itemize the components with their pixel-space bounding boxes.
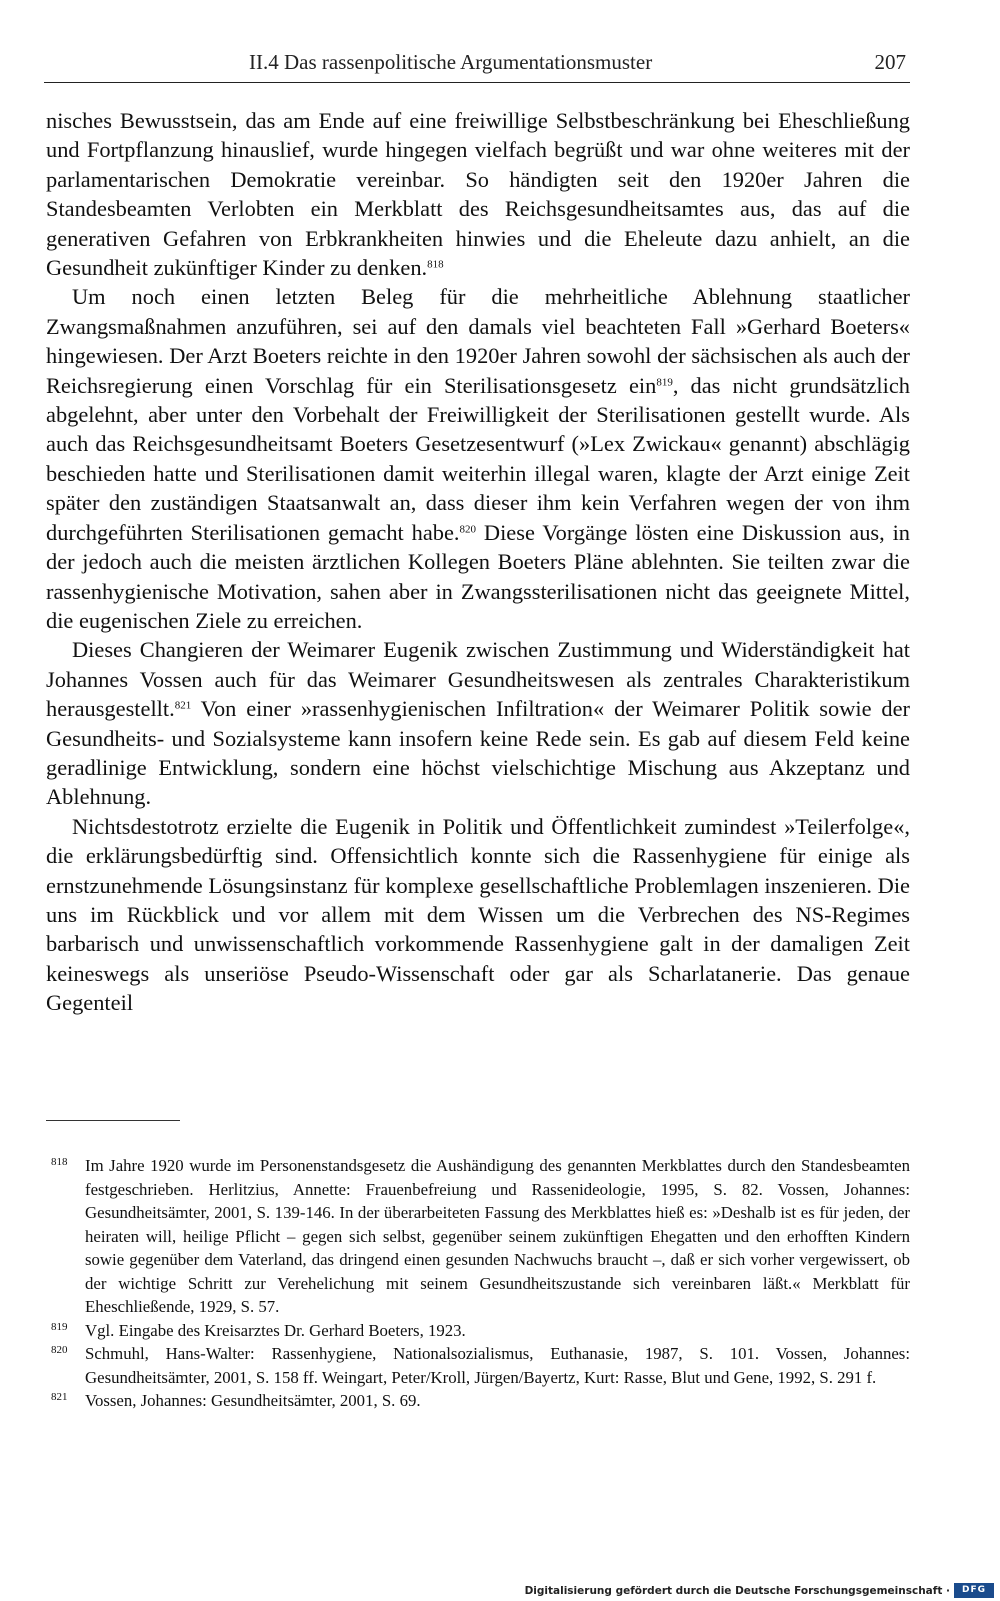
footnote-divider [46,1120,180,1121]
footnote-number: 819 [51,1320,68,1333]
paragraph: nisches Bewusstsein, das am Ende auf eine freiwillige Selbstbeschränkung bei Eheschließung und Fortpflanzung hinauslief, wurde hingegen vielfach begrüßt und war ohne weiteres mit der parlamentarischen Demokratie vereinbar. So händigten seit den 1920er Jahren die Standesbeamten Verlobten ein Merkblatt des Reichsgesundheitsamtes aus, das auf die generativen Gefahren von Erbkrankheiten hinwies und die Eheleute dazu anhielt, an die Gesundheit zukünftiger Kinder zu denken.$^{818}$ [46,108,910,281]
footnote [46,1342,910,1389]
footnote-number: 818 [51,1156,68,1168]
paragraph: Nichtsdestotrotz erzielte die Eugenik in Politik und Öffentlichkeit zumindest »Teilerfolge«, die erklärungsbedürftig sind. Offensichtlich konnte sich die Rassenhygiene für einige als ernstzunehmende Lösungsinstanz für komplexe gesellschaftliche Problemlagen inszenieren. Die uns im Rückblick und vor allem mit dem Wissen um die Verbrechen des NS-Regimes barbarisch und unwissenschaftlich vorkommende Rassenhygiene galt in der damaligen Zeit keineswegs als unseriöse Pseudo-Wissenschaft oder gar als Scharlatanerie. Das genaue Gegenteil [46,813,910,1016]
footnote-number: 821 [51,1391,68,1403]
footnote-text: Vgl. Eingabe des Kreisarztes Dr. Gerhard Boeters, 1923. [85,1320,466,1340]
footnote-text: Schmuhl, Hans-Walter: Rassenhygiene, Nationalsozialismus, Euthanasie, 1987, S. 101. Vossen, Johannes: Gesundheitsämter, 2001, S. 158 ff. Weingart, Peter/Kroll, Jürgen/Bayertz, Kurt: Rasse, Blut und Gene, 1992, S. 291 f. [85,1344,910,1387]
footnote-ref[interactable]: 819 [656,375,673,388]
footnote-ref[interactable]: 818 [427,258,444,271]
footnote [46,1154,910,1319]
footnote-ref[interactable]: 820 [459,523,477,535]
paragraph: Dieses Changieren der Weimarer Eugenik zwischen Zustimmung und Widerständigkeit hat Johannes Vossen auch für das Weimarer Gesundheitswesen als zentrales Charakteristikum herausgestellt.$^{821}$ Von einer »rassenhygienischen Infiltration« der Weimarer Politik sowie der Gesundheits- und Sozialsysteme kann insofern keine Rede sein. Es gab auf diesem Feld keine geradlinige Entwicklung, sondern eine höchst vielschichtige Mischung aus Akzeptanz und Ablehnung. [46,637,910,810]
page-number: 207 [874,50,906,74]
footnotes [46,1154,910,1413]
footnote-number: 820 [51,1344,68,1356]
footnote [46,1389,910,1413]
running-header [44,44,910,83]
paragraph: Um noch einen letzten Beleg für die mehrheitliche Ablehnung staatlicher Zwangsmaßnahmen anzuführen, sei auf den damals viel beachteten Fall »Gerhard Boeters« hingewiesen. Der Arzt Boeters reichte in den 1920er Jahren sowohl der sächsischen als auch der Reichsregierung einen Vorschlag für ein Sterilisationsgesetz ein$^{819}$, das nicht grundsätzlich abgelehnt, aber unter den Vorbehalt der Freiwilligkeit der Sterilisationen gestellt wurde. Als auch das Reichsgesundheitsamt Boeters Gesetzesentwurf (»Lex Zwickau« genannt) abschlägig beschieden hatte und Sterilisationen damit weiterhin illegal waren, klagte der Arzt einige Zeit später den zuständigen Staatsanwalt an, dass dieser ihm kein Verfahren wegen der von ihm durchgeführten Sterilisationen gemacht habe.$^{820}$ Diese Vorgänge lösten eine Diskussion aus, in der jedoch auch die meisten ärztlichen Kollegen Boeters Pläne ablehnten. Sie teilten zwar die rassenhygienische Motivation, sahen aber in Zwangssterilisationen nicht das geeignete Mittel, die eugenischen Ziele zu erreichen. [46,284,911,633]
footnote-ref[interactable]: 821 [174,699,192,712]
digitization-credit: Digitalisierung gefördert durch die Deutsche Forschungsgemeinschaft · [524,1585,950,1597]
footnote-text: Im Jahre 1920 wurde im Personenstandsgesetz die Aushändigung des genannten Merkblattes durch den Standesbeamten festgeschrieben. Herlitzius, Annette: Frauenbefreiung und Rassenideologie, 1995, S. 82. Vossen, Johannes: Gesundheitsämter, 2001, S. 139-146. In der überarbeiteten Fassung des Merkblattes hieß es: »Deshalb ist es für jeden, der heiraten will, heilige Pflicht – gegen sich selbst, gegenüber seinem zukünftigen Ehegatten und den erhofften Kindern sowie gegenüber dem Vaterland, das dringend einen gesunden Nachwuchs braucht –, daß er sich vorher vergewissert, ob der wichtige Schritt zur Verehelichung mit seinem Gesundheitszustande sich vereinbaren läßt.« Merkblatt für Eheschließende, 1929, S. 57. [85,1156,910,1316]
footnote [46,1319,910,1343]
footnote-text: Vossen, Johannes: Gesundheitsämter, 2001, S. 69. [85,1391,421,1410]
main-text [46,106,910,1018]
running-title: II.4 Das rassenpolitische Argumentationsmuster [249,50,653,74]
dfg-logo: DFG [954,1583,994,1598]
